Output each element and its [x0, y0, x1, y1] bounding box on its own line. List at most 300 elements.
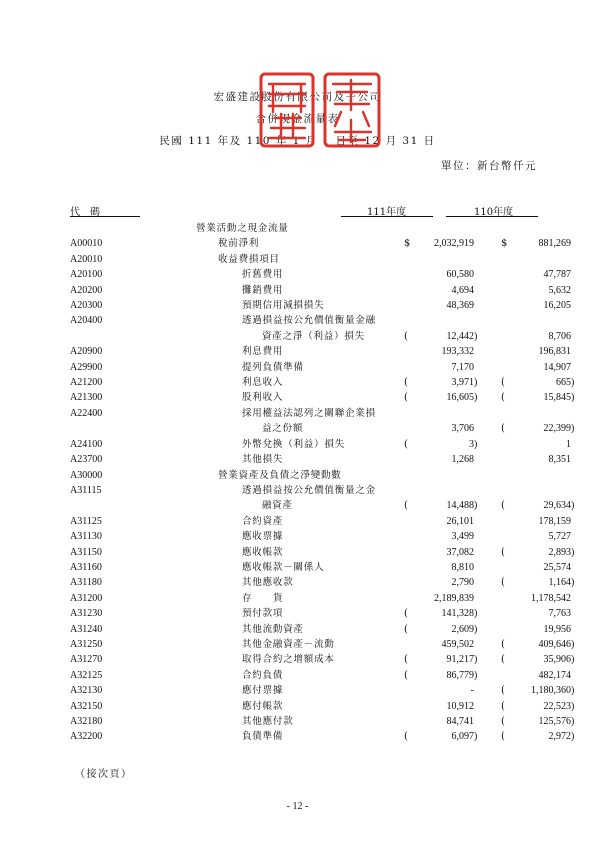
amount-110: 1,180,360 [531, 685, 571, 697]
amount-110 [511, 221, 571, 236]
line-item-label: 融資產 [262, 500, 293, 512]
amount-110: 8,706 [548, 330, 571, 342]
account-code: A24100 [70, 438, 103, 450]
open-paren-111 [404, 360, 414, 375]
line-item-label: 負債準備 [242, 731, 284, 743]
open-paren-110: ( [501, 377, 505, 389]
table-row [70, 714, 577, 729]
currency-sign-110: $ [501, 238, 508, 250]
open-paren-111: ( [404, 623, 408, 635]
column-gap [480, 622, 501, 637]
close-paren-111: ) [474, 731, 478, 743]
account-code: A20900 [70, 346, 103, 358]
column-gap [480, 344, 501, 359]
line-item-label: 營業活動之現金流量 [196, 223, 289, 234]
account-code: A31160 [70, 561, 102, 573]
close-paren-110 [571, 622, 577, 637]
table-row [70, 529, 577, 544]
open-paren-111 [404, 545, 414, 560]
close-paren-110: ) [571, 731, 575, 743]
amount-110: 15,845 [543, 392, 571, 404]
open-paren-111 [404, 529, 414, 544]
statement-title: 合併現金流量表 [255, 113, 340, 125]
open-paren-110: ( [501, 638, 505, 650]
open-paren-111 [404, 421, 414, 436]
open-paren-111 [404, 298, 414, 313]
column-gap [480, 545, 501, 560]
open-paren-110 [501, 591, 511, 606]
close-paren-110 [571, 267, 577, 282]
amount-111: 84,741 [446, 716, 474, 727]
close-paren-110: ) [571, 423, 575, 435]
account-code: A20100 [70, 269, 103, 281]
column-gap [480, 437, 501, 452]
column-gap [480, 452, 501, 467]
year-110-header-rule [446, 216, 538, 217]
line-item-label: 合約負債 [242, 669, 284, 681]
amount-111 [414, 483, 474, 498]
year-111-header-rule [341, 216, 433, 217]
account-code: A21200 [70, 377, 103, 389]
open-paren-111 [404, 683, 414, 698]
table-row [70, 498, 577, 513]
close-paren-110 [571, 529, 577, 544]
table-row [70, 483, 577, 498]
amount-111: 7,170 [451, 361, 474, 373]
column-gap [480, 575, 501, 590]
open-paren-110: ( [501, 654, 505, 666]
table-row [70, 668, 577, 683]
open-paren-111 [404, 344, 414, 359]
open-paren-110 [501, 606, 511, 621]
amount-111: 3,706 [451, 423, 474, 435]
table-row [70, 313, 577, 328]
amount-110: 1 [566, 438, 571, 450]
close-paren-110: ) [571, 377, 575, 389]
open-paren-110 [501, 483, 511, 498]
line-item-label: 其他應收款 [242, 577, 294, 589]
amount-111: 4,694 [451, 284, 474, 296]
open-paren-111 [404, 637, 414, 652]
open-paren-111 [404, 221, 414, 236]
line-item-label: 益之份額 [262, 423, 304, 435]
open-paren-111 [404, 252, 414, 267]
amount-111: 37,082 [446, 546, 474, 558]
account-code: A32125 [70, 669, 103, 681]
amount-111: 48,369 [446, 300, 474, 312]
column-gap [480, 267, 501, 282]
account-code: A31115 [70, 484, 102, 496]
column-gap [480, 283, 501, 298]
open-paren-111 [404, 591, 414, 606]
amount-111: 16,605 [446, 392, 474, 404]
open-paren-111 [404, 483, 414, 498]
table-row [70, 221, 577, 236]
amount-110: 1,178,542 [531, 592, 571, 604]
account-code [70, 421, 144, 436]
amount-110: 482,174 [538, 669, 571, 681]
amount-110: 2,972 [548, 731, 571, 743]
account-code: A23700 [70, 454, 103, 466]
column-gap [480, 221, 501, 236]
account-code: A29900 [70, 361, 103, 373]
column-gap [480, 729, 501, 744]
close-paren-110 [571, 468, 577, 483]
line-item-label: 其他金融資產－流動 [242, 638, 335, 650]
code-column-header: 代 碼 [70, 207, 100, 218]
open-paren-110 [501, 298, 511, 313]
account-code: A31180 [70, 577, 102, 589]
company-seal-stamp [255, 70, 385, 150]
amount-111 [414, 406, 474, 421]
currency-unit: 單位：新台幣仟元 [441, 160, 537, 172]
close-paren-110 [571, 360, 577, 375]
year-111-header: 111年度 [367, 207, 407, 218]
column-gap [480, 468, 501, 483]
account-code: A20010 [70, 253, 103, 265]
open-paren-110 [501, 329, 511, 344]
amount-110: 5,632 [548, 284, 571, 296]
line-item-label: 合約資產 [242, 515, 284, 527]
amount-110 [511, 313, 571, 328]
table-row [70, 514, 577, 529]
amount-111: 26,101 [446, 515, 474, 527]
amount-110: 2,893 [548, 546, 571, 558]
account-code: A20200 [70, 284, 103, 296]
account-code: A20300 [70, 300, 103, 312]
table-row [70, 622, 577, 637]
column-gap [480, 360, 501, 375]
amount-111 [414, 221, 474, 236]
close-paren-110: ) [571, 638, 575, 650]
open-paren-111 [404, 699, 414, 714]
line-item-label: 預付款項 [242, 608, 284, 620]
account-code: A31270 [70, 654, 103, 666]
close-paren-110 [571, 283, 577, 298]
table-row [70, 267, 577, 282]
amount-110: 47,787 [543, 269, 571, 281]
company-name: 宏盛建設股份有限公司及子公司 [213, 91, 382, 103]
amount-110: 178,159 [538, 515, 571, 527]
open-paren-111 [404, 406, 414, 421]
open-paren-110 [501, 283, 511, 298]
year-110-header: 110年度 [474, 207, 514, 218]
close-paren-110: ) [571, 716, 575, 727]
currency-sign-111: $ [404, 238, 411, 250]
column-gap [480, 298, 501, 313]
column-gap [480, 514, 501, 529]
amount-110: 5,727 [548, 531, 571, 543]
open-paren-111: ( [404, 500, 408, 512]
amount-111 [414, 468, 474, 483]
table-row [70, 683, 577, 698]
close-paren-111: ) [474, 438, 478, 450]
close-paren-111: ) [474, 608, 478, 620]
table-row [70, 468, 577, 483]
close-paren-110: ) [571, 700, 575, 712]
column-gap [480, 668, 501, 683]
open-paren-111 [404, 575, 414, 590]
column-gap [480, 329, 501, 344]
table-row [70, 575, 577, 590]
open-paren-111: ( [404, 330, 408, 342]
close-paren-111: ) [474, 654, 478, 666]
close-paren-110: ) [571, 654, 575, 666]
column-gap [480, 252, 501, 267]
page-number: - 12 - [286, 801, 309, 812]
amount-111: 91,217 [446, 654, 474, 666]
account-code [70, 498, 144, 513]
amount-111: 2,609 [451, 623, 474, 635]
table-row [70, 344, 577, 359]
account-code: A32150 [70, 700, 103, 712]
table-row [70, 390, 577, 405]
open-paren-110 [501, 313, 511, 328]
table-row [70, 606, 577, 621]
account-code: A00010 [70, 238, 103, 250]
table-row [70, 452, 577, 467]
open-paren-111 [404, 468, 414, 483]
column-gap [480, 591, 501, 606]
column-gap [480, 683, 501, 698]
account-code: A31230 [70, 608, 103, 620]
close-paren-111: ) [474, 669, 478, 681]
account-code: A32180 [70, 716, 103, 727]
amount-111: 2,189,839 [434, 592, 474, 604]
close-paren-110 [571, 344, 577, 359]
open-paren-110 [501, 468, 511, 483]
open-paren-110: ( [501, 423, 505, 435]
open-paren-111: ( [404, 392, 408, 404]
line-item-label: 應收帳款 [242, 546, 284, 558]
table-row [70, 729, 577, 744]
amount-111: 12,442 [446, 330, 474, 342]
line-item-label: 資產之淨（利益）損失 [262, 330, 366, 342]
table-row [70, 252, 577, 267]
line-item-label: 提列負債準備 [242, 361, 304, 373]
table-row [70, 236, 577, 251]
open-paren-110 [501, 452, 511, 467]
amount-111: - [470, 685, 474, 697]
line-item-label: 取得合約之增額成本 [242, 654, 335, 666]
close-paren-110 [571, 591, 577, 606]
amount-110 [511, 468, 571, 483]
account-code: A31125 [70, 515, 102, 527]
line-item-label: 存 貨 [242, 592, 284, 604]
line-item-label: 收益費損項目 [218, 253, 280, 265]
column-gap [480, 560, 501, 575]
code-header-rule [70, 216, 140, 217]
open-paren-110 [501, 360, 511, 375]
close-paren-110 [571, 298, 577, 313]
line-item-label: 攤銷費用 [242, 284, 284, 296]
open-paren-111: ( [404, 669, 408, 681]
amount-111: 14,488 [446, 500, 474, 512]
amount-110: 409,646 [538, 638, 571, 650]
account-code: A22400 [70, 407, 103, 419]
amount-111: 8,810 [451, 561, 474, 573]
close-paren-110 [571, 483, 577, 498]
open-paren-110 [501, 622, 511, 637]
amount-110: 665 [556, 377, 571, 389]
amount-110 [511, 406, 571, 421]
amount-111: 2,032,919 [434, 238, 474, 250]
open-paren-111 [404, 313, 414, 328]
amount-111: 193,332 [441, 346, 474, 358]
open-paren-110: ( [501, 577, 505, 589]
amount-110: 8,351 [548, 454, 571, 466]
table-row [70, 329, 577, 344]
account-code [70, 221, 144, 236]
amount-110: 196,831 [538, 346, 571, 358]
line-item-label: 稅前淨利 [218, 238, 260, 250]
line-item-label: 透過損益按公允價值衡量金融 [242, 315, 376, 327]
line-item-label: 應付帳款 [242, 700, 284, 712]
close-paren-110 [571, 329, 577, 344]
amount-111: 3,499 [451, 531, 474, 543]
line-item-label: 其他應付款 [242, 716, 294, 727]
close-paren-110 [571, 668, 577, 683]
table-row [70, 283, 577, 298]
account-code: A32200 [70, 731, 103, 743]
amount-111 [414, 252, 474, 267]
column-gap [480, 637, 501, 652]
line-item-label: 利息費用 [242, 346, 284, 358]
open-paren-110 [501, 267, 511, 282]
amount-111: 1,268 [451, 454, 474, 466]
close-paren-110 [571, 606, 577, 621]
close-paren-110 [571, 514, 577, 529]
line-item-label: 採用權益法認列之關聯企業損 [242, 407, 376, 419]
table-row [70, 360, 577, 375]
close-paren-110: ) [571, 546, 575, 558]
column-gap [480, 714, 501, 729]
line-item-label: 預期信用減損損失 [242, 300, 325, 312]
column-gap [480, 421, 501, 436]
table-row [70, 421, 577, 436]
table-row [70, 437, 577, 452]
open-paren-111 [404, 514, 414, 529]
amount-110: 14,907 [543, 361, 571, 373]
account-code: A31240 [70, 623, 103, 635]
line-item-label: 應付票據 [242, 685, 284, 697]
amount-111: 10,912 [446, 700, 474, 712]
column-gap [480, 699, 501, 714]
column-gap [480, 498, 501, 513]
amount-111 [414, 313, 474, 328]
amount-111: 2,790 [451, 577, 474, 589]
amount-111: 6,097 [451, 731, 474, 743]
table-row [70, 637, 577, 652]
column-gap [480, 483, 501, 498]
statement-period: 民國 111 年及 110 年 1 月 1 日至 12 月 31 日 [159, 135, 436, 147]
open-paren-110: ( [501, 716, 505, 727]
close-paren-110 [571, 252, 577, 267]
cash-flow-table [70, 221, 577, 745]
open-paren-110 [501, 668, 511, 683]
close-paren-111: ) [474, 500, 478, 512]
amount-110: 881,269 [538, 238, 571, 250]
amount-110 [511, 483, 571, 498]
table-row [70, 591, 577, 606]
column-gap [480, 313, 501, 328]
open-paren-111: ( [404, 608, 408, 620]
close-paren-110 [571, 221, 577, 236]
open-paren-110 [501, 406, 511, 421]
table-row [70, 699, 577, 714]
close-paren-110 [571, 313, 577, 328]
account-code: A32130 [70, 685, 103, 697]
amount-110: 25,574 [543, 561, 571, 573]
line-item-label: 利息收入 [242, 377, 284, 389]
amount-111: 3 [469, 438, 474, 450]
amount-110: 16,205 [543, 300, 571, 312]
amount-110: 35,906 [543, 654, 571, 666]
open-paren-110 [501, 344, 511, 359]
amount-110: 7,763 [548, 608, 571, 620]
close-paren-111: ) [474, 377, 478, 389]
amount-110 [511, 252, 571, 267]
open-paren-111: ( [404, 654, 408, 666]
table-row [70, 545, 577, 560]
open-paren-111: ( [404, 438, 408, 450]
account-code: A31130 [70, 531, 102, 543]
open-paren-111 [404, 560, 414, 575]
line-item-label: 其他損失 [242, 454, 284, 466]
amount-110: 1,164 [548, 577, 571, 589]
account-code: A20400 [70, 315, 103, 327]
line-item-label: 折舊費用 [242, 269, 284, 281]
account-code [70, 329, 144, 344]
open-paren-111 [404, 267, 414, 282]
column-gap [480, 652, 501, 667]
line-item-label: 應收票據 [242, 531, 284, 543]
column-gap [480, 606, 501, 621]
open-paren-111 [404, 283, 414, 298]
close-paren-110: ) [571, 500, 575, 512]
line-item-label: 其他流動資產 [242, 623, 304, 635]
column-gap [480, 236, 501, 251]
table-row [70, 406, 577, 421]
close-paren-110 [571, 437, 577, 452]
account-code: A31250 [70, 638, 103, 650]
open-paren-111 [404, 714, 414, 729]
close-paren-111: ) [474, 330, 478, 342]
close-paren-111: ) [474, 623, 478, 635]
open-paren-111: ( [404, 731, 408, 743]
open-paren-110 [501, 529, 511, 544]
table-row [70, 375, 577, 390]
amount-111: 141,328 [441, 608, 474, 620]
column-gap [480, 406, 501, 421]
open-paren-110: ( [501, 685, 505, 697]
line-item-label: 營業資產及負債之淨變動數 [218, 469, 342, 481]
open-paren-110: ( [501, 546, 505, 558]
amount-110: 22,399 [543, 423, 571, 435]
open-paren-110: ( [501, 500, 505, 512]
close-paren-110: ) [571, 392, 575, 404]
amount-110: 29,634 [543, 500, 571, 512]
amount-111: 60,580 [446, 269, 474, 281]
open-paren-110 [501, 514, 511, 529]
amount-110: 22,523 [543, 700, 571, 712]
line-item-label: 股利收入 [242, 392, 284, 404]
open-paren-111: ( [404, 377, 408, 389]
line-item-label: 透過損益按公允價值衡量之金 [242, 484, 376, 496]
account-code: A21300 [70, 392, 103, 404]
close-paren-110 [571, 236, 577, 251]
open-paren-110: ( [501, 700, 505, 712]
